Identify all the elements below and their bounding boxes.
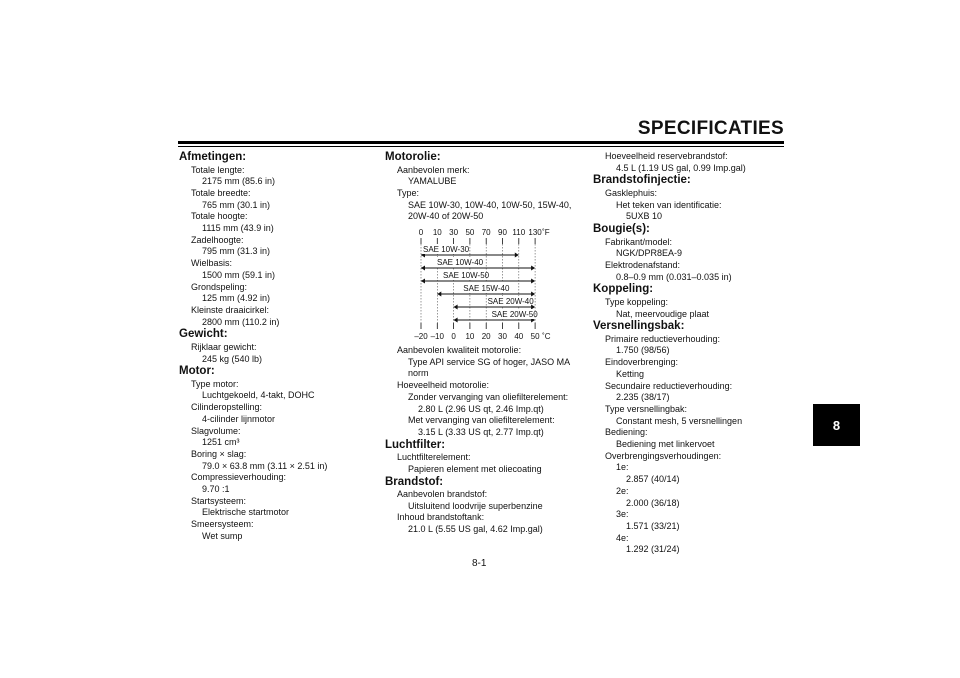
fahrenheit-tick-label: 110 [512,228,526,238]
spec-value: 9.70 :1 [202,484,230,495]
spec-label: Startsysteem: [191,495,247,506]
spec-label: Aanbevolen kwaliteit motorolie: [397,345,522,356]
spec-value: 5UXB 10 [626,211,663,222]
grade-range-arrow-right [531,266,535,271]
spec-label: Type versnellingbak: [605,403,688,414]
spec-label: Aanbevolen merk: [397,164,470,175]
spec-value: Uitsluitend loodvrije superbenzine [408,500,543,511]
spec-value: 4-cilinder lijnmotor [202,413,276,424]
section-heading-luchtfilter: Luchtfilter: [385,438,446,451]
celsius-tick-label: 0 [451,332,456,342]
spec-value: 765 mm (30.1 in) [202,199,271,210]
spec-value: YAMALUBE [408,176,457,187]
spec-value: Type API service SG of hoger, JASO MA [408,356,571,367]
grade-range-arrow-right [531,279,535,284]
section-heading-bougie-s: Bougie(s): [593,223,650,236]
spec-label: Type koppeling: [605,296,669,307]
grade-range-arrow-left [421,266,425,271]
section-heading-brandstof: Brandstof: [385,475,444,488]
spec-label: Hoeveelheid motorolie: [397,380,490,391]
spec-label: Slagvolume: [191,425,241,436]
grade-range-arrow-left [454,318,458,323]
spec-label: Grondspeling: [191,281,248,292]
spec-label: Wielbasis: [191,258,233,269]
spec-value: Met vervanging van oliefilterelement: [408,415,555,426]
spec-value: 79.0 × 63.8 mm (3.11 × 2.51 in) [202,460,328,471]
spec-label: Bediening: [605,427,648,438]
spec-label: Rijklaar gewicht: [191,341,257,352]
celsius-tick-label: 50 [530,332,540,342]
spec-label: Type: [397,187,420,198]
spec-value: 4.5 L (1.19 US gal, 0.99 Imp.gal) [616,162,746,173]
celsius-tick-label: 30 [498,332,507,342]
grade-label: SAE 20W-50 [491,310,538,320]
section-heading-motorolie: Motorolie: [385,151,441,163]
spec-value: Zonder vervanging van oliefilterelement: [408,391,569,402]
spec-value: 21.0 L (5.55 US gal, 4.62 Imp.gal) [408,524,543,535]
grade-range-arrow-left [454,305,458,310]
fahrenheit-tick-label: 90 [498,228,507,238]
spec-value: 1.292 (31/24) [626,544,680,555]
spec-value: SAE 10W-30, 10W-40, 10W-50, 15W-40, [408,199,572,210]
spec-label: Overbrengingsverhoudingen: [605,450,722,461]
engine-oil-section [385,151,585,223]
celsius-tick-label: 20 [481,332,491,342]
spec-value: 125 mm (4.92 in) [202,293,271,304]
spec-label: Eindoverbrenging: [605,357,679,368]
spec-value: Ketting [616,368,645,379]
grade-range-arrow-right [531,292,535,297]
spec-value: Het teken van identificatie: [616,199,722,210]
spec-value: 1115 mm (43.9 in) [202,223,274,234]
spec-label: Totale hoogte: [191,211,248,222]
spec-label: Secundaire reductieverhouding: [605,380,733,391]
section-heading-afmetingen: Afmetingen: [179,151,247,163]
spec-value: norm [408,368,429,379]
spec-label: Fabrikant/model: [605,236,673,247]
grade-label: SAE 10W-50 [443,271,490,281]
spec-label: Cilinderopstelling: [191,402,263,413]
spec-value: 2.000 (36/18) [626,497,680,508]
spec-value: 2e: [616,485,629,496]
spec-value: Luchtgekoeld, 4-takt, DOHC [202,390,315,401]
spec-value: 3.15 L (3.33 US qt, 2.77 Imp.qt) [418,426,544,437]
spec-label: Compressieverhouding: [191,472,287,483]
spec-label: Gasklephuis: [605,187,658,198]
spec-value: 0.8–0.9 mm (0.031–0.035 in) [616,271,732,282]
spec-label: Type motor: [191,378,239,389]
celsius-unit: ˚C [542,332,551,342]
spec-label: Boring × slag: [191,448,247,459]
spec-label: Elektrodenafstand: [605,259,681,270]
spec-value: Bediening met linkervoet [616,439,715,450]
spec-column-1 [179,151,359,543]
fahrenheit-tick-label: 70 [481,228,491,238]
spec-value: 2.857 (40/14) [626,474,680,485]
spec-label: Totale breedte: [191,187,251,198]
spec-value: 2175 mm (85.6 in) [202,176,276,187]
grade-range-arrow-left [437,292,441,297]
oil-details-section [385,345,585,536]
section-heading-gewicht: Gewicht: [179,328,228,341]
section-heading-brandstofinjectie: Brandstofinjectie: [593,174,691,187]
spec-label: Zadelhoogte: [191,234,244,245]
chapter-tab[interactable]: 8 [813,404,860,446]
grade-label: SAE 20W-40 [487,297,534,307]
spec-value: 1500 mm (59.1 in) [202,269,276,280]
fahrenheit-tick-label: 0 [418,228,424,238]
spec-value: Constant mesh, 5 versnellingen [616,415,743,426]
section-heading-versnellingsbak: Versnellingsbak: [593,320,685,333]
fahrenheit-tick-label: 30 [449,228,459,238]
grade-range-arrow-right [515,253,519,258]
spec-value: Elektrische startmotor [202,507,290,518]
spec-label: Luchtfilterelement: [397,452,471,463]
spec-value: Wet sump [202,530,243,541]
spec-label: Totale lengte: [191,164,245,175]
spec-label: Hoeveelheid reservebrandstof: [605,151,728,161]
spec-value: 4e: [616,532,629,543]
oil-viscosity-chart [385,227,551,343]
spec-value: Papieren element met oliecoating [408,463,542,474]
celsius-tick-label: 10 [465,332,475,342]
spec-value: 2.80 L (2.96 US qt, 2.46 Imp.qt) [418,403,544,414]
page-title: SPECIFICATIES [637,118,784,139]
spec-value: 3e: [616,509,629,520]
spec-label: Kleinste draaicirkel: [191,304,270,315]
section-heading-motor: Motor: [179,365,215,378]
spec-value: 1e: [616,462,629,473]
fahrenheit-tick-label: 10 [432,228,442,238]
celsius-tick-label: –10 [430,332,444,342]
spec-value: 20W-40 of 20W-50 [408,211,484,222]
fahrenheit-tick-label: 50 [465,228,475,238]
spec-label: Aanbevolen brandstof: [397,489,488,500]
spec-column-3 [593,151,793,556]
grade-range-arrow-left [421,279,425,284]
spec-label: Primaire reductieverhouding: [605,333,721,344]
spec-value: 795 mm (31.3 in) [202,246,271,257]
section-heading-koppeling: Koppeling: [593,283,654,296]
spec-value: 1.750 (98/56) [616,345,670,356]
grade-label: SAE 10W-40 [437,258,484,268]
spec-value: Nat, meervoudige plaat [616,308,710,319]
page-number: 8-1 [472,558,487,569]
spec-column-2 [385,151,585,536]
fahrenheit-unit: ˚F [542,228,550,238]
spec-value: 1251 cm³ [202,437,240,448]
grade-label: SAE 15W-40 [463,284,510,294]
grade-label: SAE 10W-30 [423,245,470,255]
spec-label: Smeersysteem: [191,519,254,530]
celsius-tick-label: 40 [514,332,524,342]
spec-value: 2.235 (38/17) [616,392,670,403]
celsius-tick-label: –20 [414,332,428,342]
spec-value: NGK/DPR8EA-9 [616,248,683,259]
spec-label: Inhoud brandstoftank: [397,512,485,523]
spec-value: 1.571 (33/21) [626,520,680,531]
spec-value: 2800 mm (110.2 in) [202,316,280,327]
fahrenheit-tick-label: 130 [528,228,542,238]
header-rule-thin [178,146,784,147]
header-rule-thick [178,141,784,144]
spec-value: 245 kg (540 lb) [202,353,263,364]
